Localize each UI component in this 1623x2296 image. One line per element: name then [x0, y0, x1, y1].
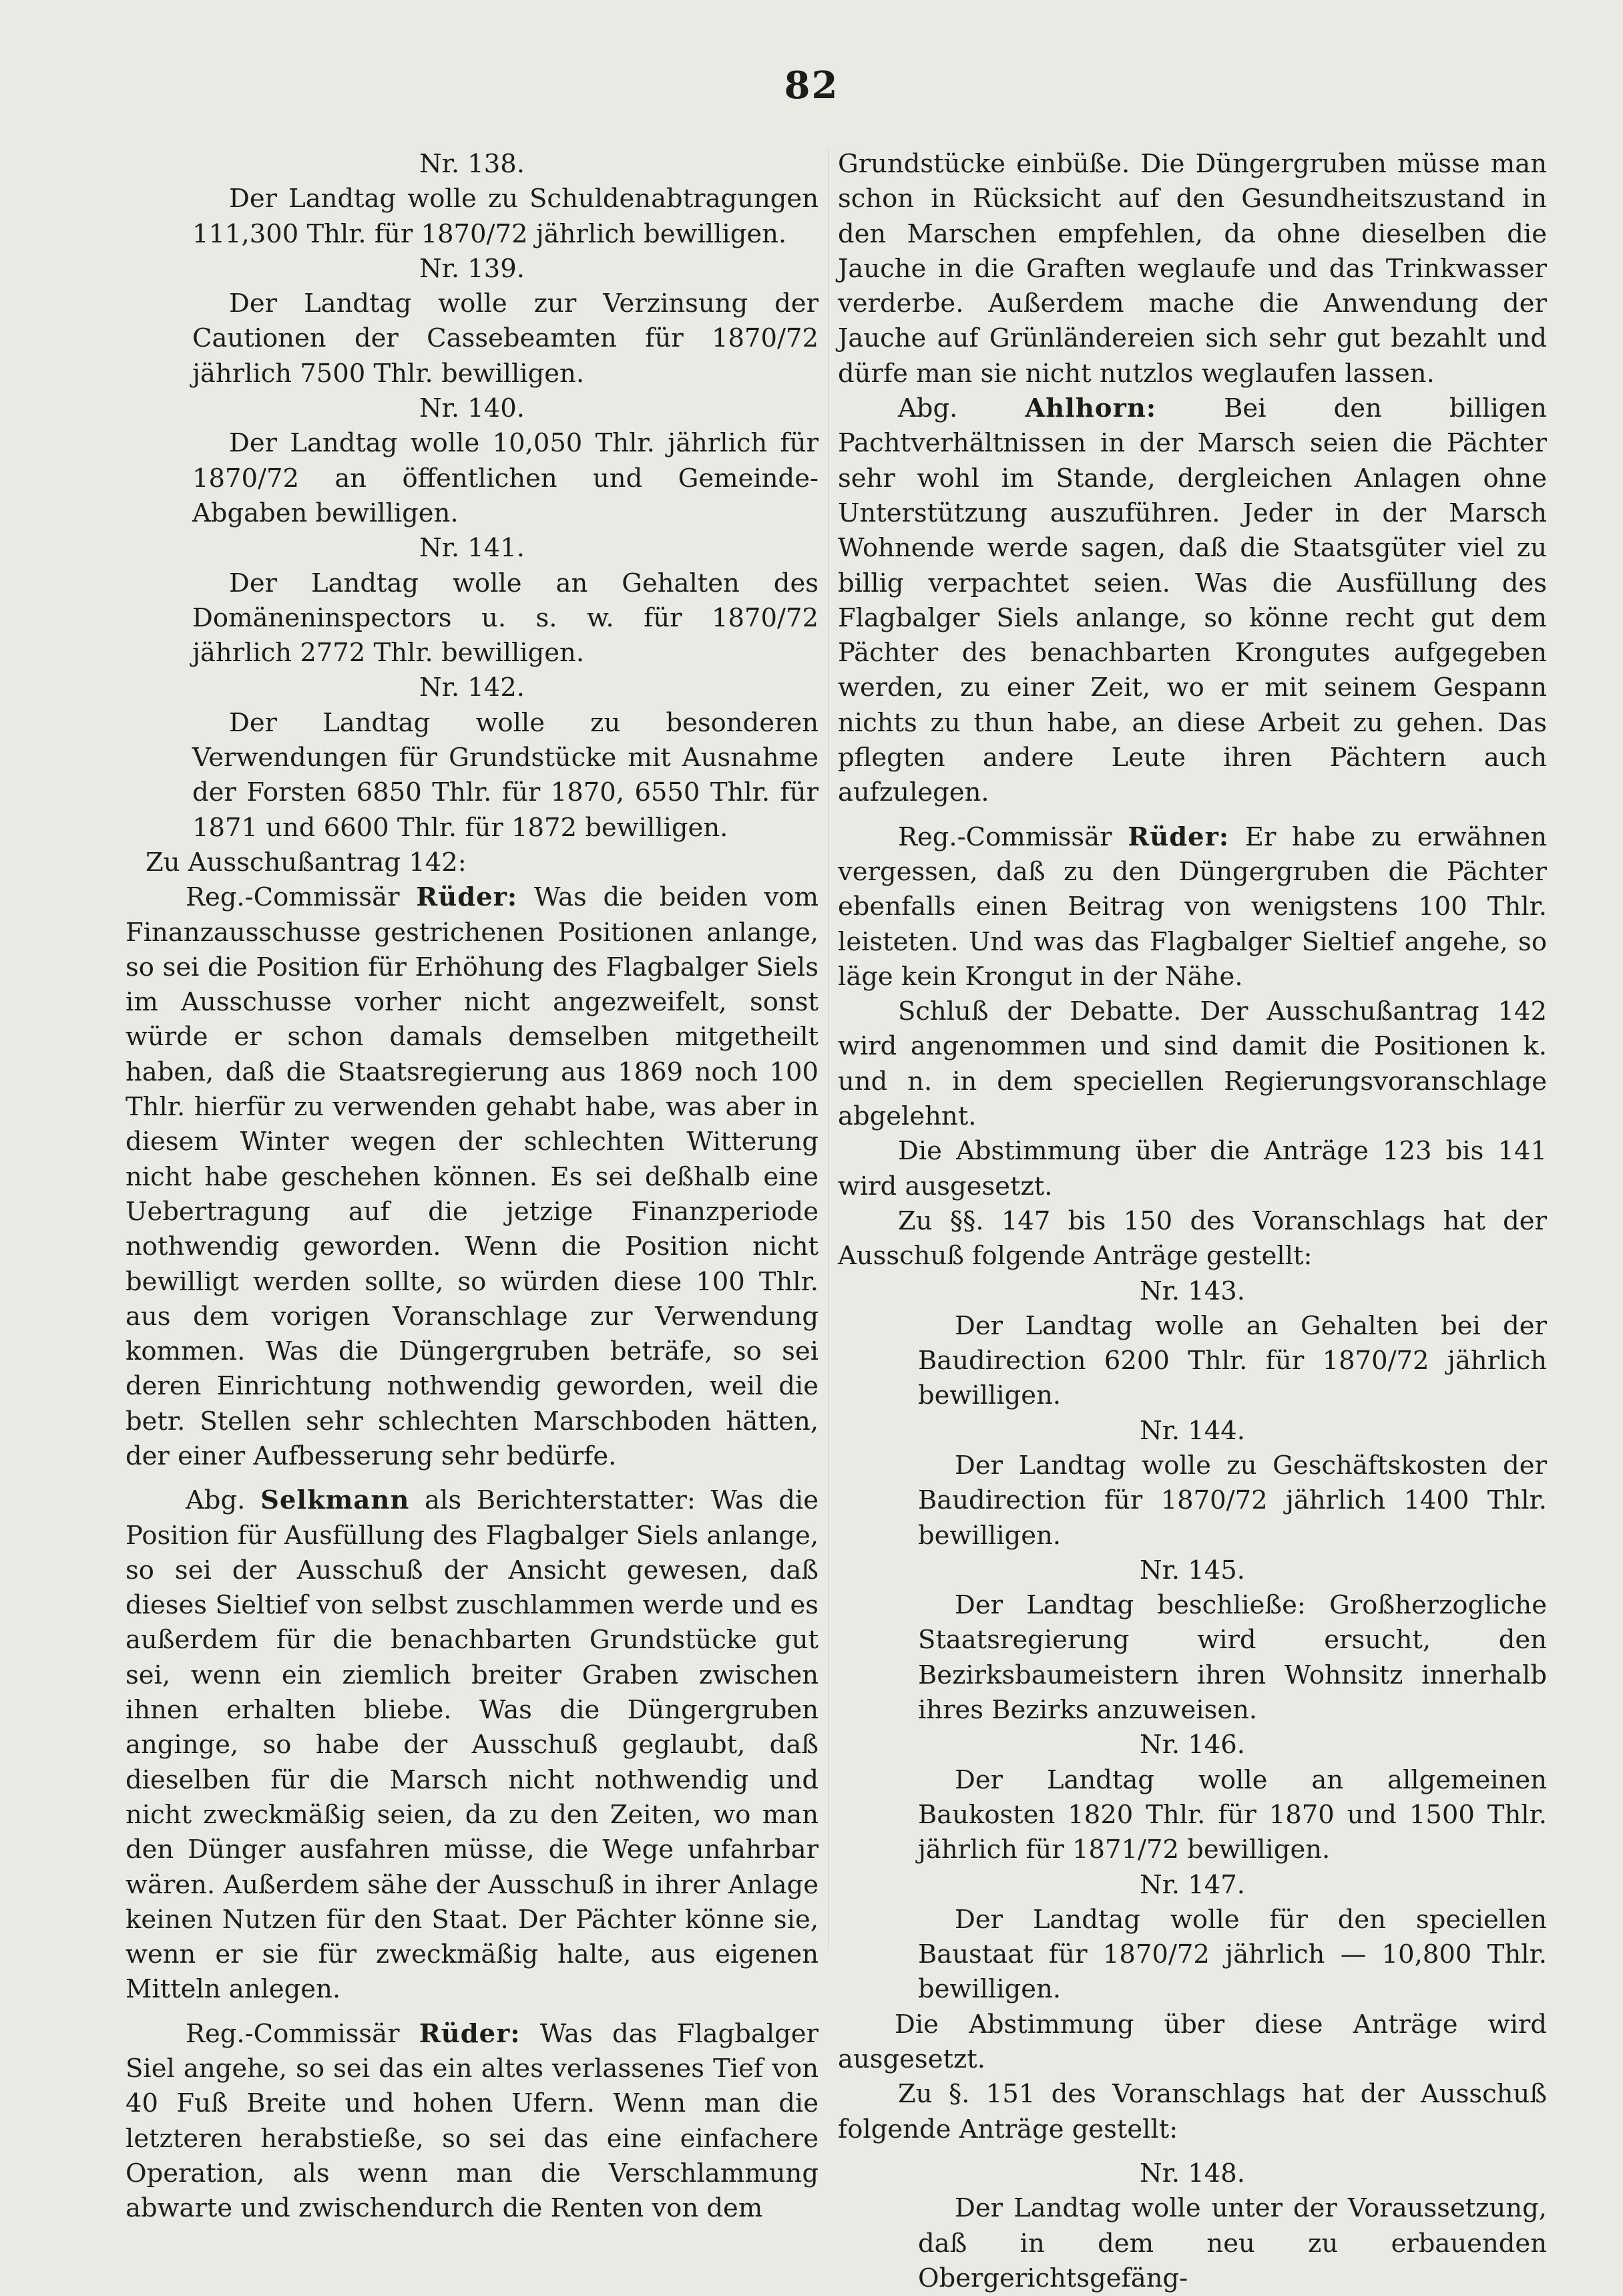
speech-text: Er habe zu erwähnen vergessen, daß zu den Düngergruben die Pächter ebenfalls einen Beitrag von wenigstens 100 Thlr. leisteten. Und was das Flagbalger Sieltief angehe, so läge kein Krongut in der Nähe.	[838, 821, 1548, 992]
motion-142-text: Der Landtag wolle zu besonderen Verwendungen für Grundstücke mit Ausnahme der Forsten 6850 Thlr. für 1870, 6550 Thlr. für 1871 und 6600 Thlr. für 1872 bewilligen.	[192, 707, 819, 843]
speaker-role: Abg.	[186, 1485, 246, 1516]
left-column	[126, 147, 819, 2227]
speech-rueder-2-continued: Grundstücke einbüße. Die Düngergruben müsse man schon in Rücksicht auf den Gesundheitszustand in den Marschen empfehlen, da ohne dieselben die Jauche in die Graften weglaufe und das Trinkwasser verderbe. Außerdem mache die Anwendung der Jauche auf Grünländereien sich sehr gut bezahlt und dürfe man sie nicht nutzlos weglaufen lassen.	[838, 149, 1547, 389]
speech-text: Was die beiden vom Finanzausschusse gestrichenen Positionen anlange, so sei die Position für Erhöhung des Flagbalger Siels im Ausschusse vorher nicht angezweifelt, sonst würde er schon damals demselben mitgetheilt haben, daß die Staatsregierung aus 1869 noch 100 Thlr. hierfür zu verwenden gehabt habe, was aber in diesem Winter wegen der schlechten Witterung nicht habe geschehen können. Es sei deßhalb eine Uebertragung auf die jetzige Finanzperiode nothwendig geworden. Wenn die Position nicht bewilligt werden sollte, so würden diese 100 Thlr. aus dem vorigen Voranschlage zur Verwendung kommen. Was die Düngergruben beträfe, so sei deren Einrichtung nothwendig geworden, weil die betr. Stellen sehr schlechten Marschboden hätten, der einer Aufbesserung sehr bedürfe.	[126, 882, 819, 1471]
motion-145-text: Der Landtag beschließe: Großherzogliche Staatsregierung wird ersucht, den Bezirksbaumeistern ihren Wohnsitz innerhalb ihres Bezirks anzuweisen.	[918, 1590, 1547, 1726]
motion-143-heading: Nr. 143.	[1139, 1276, 1246, 1306]
speech-selkmann	[126, 1483, 819, 2007]
motion-138-text: Der Landtag wolle zu Schuldenabtragungen 111,300 Thlr. für 1870/72 jährlich bewilligen.	[192, 184, 819, 249]
speech-rueder-3	[838, 820, 1547, 994]
committee-motion-142-label: Zu Ausschußantrag 142:	[146, 847, 467, 878]
motion-145-heading: Nr. 145.	[1139, 1555, 1246, 1585]
motion-144-text: Der Landtag wolle zu Geschäftskosten der Baudirection für 1870/72 jährlich 1400 Thlr. bewilligen.	[918, 1450, 1547, 1551]
motion-140-text: Der Landtag wolle 10,050 Thlr. jährlich für 1870/72 an öffentlichen und Gemeinde-Abgaben bewilligen.	[192, 428, 819, 528]
motion-142-heading: Nr. 142.	[419, 673, 525, 703]
motion-141-heading: Nr. 141.	[419, 533, 525, 564]
speech-ahlhorn	[838, 391, 1547, 811]
vote-postponed-123-141: Die Abstimmung über die Anträge 123 bis 141 wird ausgesetzt.	[838, 1136, 1547, 1201]
speaker-role: Abg.	[898, 393, 958, 424]
motion-148-heading: Nr. 148.	[1139, 2158, 1246, 2188]
motion-139-text: Der Landtag wolle zur Verzinsung der Cautionen der Cassebeamten für 1870/72 jährlich 7500 Thlr. bewilligen.	[192, 289, 819, 389]
motion-146-text: Der Landtag wolle an allgemeinen Baukosten 1820 Thlr. für 1870 und 1500 Thlr. jährlich für 1871/72 bewilligen.	[918, 1764, 1547, 1865]
page-number: 82	[784, 63, 839, 108]
column-divider	[828, 147, 829, 1950]
motion-146-heading: Nr. 146.	[1139, 1730, 1246, 1760]
speaker-name: Rüder:	[416, 882, 518, 913]
committee-motions-147-150: Zu §§. 147 bis 150 des Voranschlags hat der Ausschuß folgende Anträge gestellt:	[838, 1205, 1547, 1272]
speaker-role: Reg.-Commissär	[186, 2018, 400, 2049]
speech-text: Bei den billigen Pachtverhältnissen in der Marsch seien die Pächter sehr wohl im Stande, dergleichen Anlagen ohne Unterstützung auszuführen. Jeder in der Marsch Wohnende werde sagen, daß die Staatsgüter viel zu billig verpachtet seien. Was die Ausfüllung des Flagbalger Siels anlange, so könne recht gut dem Pächter des benachbarten Krongutes aufgegeben werden, zu einer Zeit, wo er mit seinem Gespann nichts zu thun habe, an diese Arbeit zu gehen. Das pflegten andere Leute ihren Pächtern auch aufzulegen.	[838, 393, 1547, 808]
speaker-name: Ahlhorn:	[1025, 393, 1157, 424]
speech-text: Was das Flagbalger Siel angehe, so sei das ein altes verlassenes Tief von 40 Fuß Breite und hohen Ufern. Wenn man die letzteren herabstieße, so sei das eine einfachere Operation, als wenn man die Verschlammung abwarte und zwischendurch die Renten von dem	[126, 2018, 819, 2224]
speaker-role: Reg.-Commissär	[898, 821, 1112, 852]
speaker-name: Rüder:	[1128, 821, 1230, 852]
speech-rueder-1	[126, 880, 819, 1474]
speaker-name: Rüder:	[419, 2018, 521, 2049]
motion-141-text: Der Landtag wolle an Gehalten des Domäneninspectors u. s. w. für 1870/72 jährlich 2772 Thlr. bewilligen.	[192, 568, 819, 668]
motion-139-heading: Nr. 139.	[419, 253, 525, 284]
motion-148-text: Der Landtag wolle unter der Voraussetzung, daß in dem neu zu erbauenden Obergerichtsgefäng-	[918, 2193, 1547, 2293]
committee-motions-151: Zu §. 151 des Voranschlags hat der Ausschuß folgende Anträge gestellt:	[838, 2079, 1547, 2144]
right-column	[838, 147, 1547, 2296]
speaker-role: Reg.-Commissär	[186, 882, 400, 913]
motion-147-text: Der Landtag wolle für den speciellen Baustaat für 1870/72 jährlich — 10,800 Thlr. bewilligen.	[918, 1904, 1547, 2005]
speech-text: als Berichterstatter: Was die Position für Ausfüllung des Flagbalger Siels anlange, so sei der Ausschuß der Ansicht gewesen, daß dieses Sieltief von selbst zuschlammen werde und es außerdem für die benachbarten Grundstücke gut sei, wenn ein ziemlich breiter Graben zwischen ihnen erhalten bliebe. Was die Düngergruben anginge, so habe der Ausschuß geglaubt, daß dieselben für die Marsch nicht nothwendig und nicht zweckmäßig seien, da zu den Zeiten, wo man den Dünger ausfahren müsse, die Wege unfahrbar wären. Außerdem sähe der Ausschuß in ihrer Anlage keinen Nutzen für den Staat. Der Pächter könne sie, wenn er sie für zweckmäßig halte, aus eigenen Mitteln anlegen.	[126, 1485, 819, 2005]
speech-rueder-2	[126, 2017, 819, 2227]
vote-postponed-143-147: Die Abstimmung über diese Anträge wird ausgesetzt.	[838, 2009, 1547, 2075]
motion-144-heading: Nr. 144.	[1139, 1415, 1246, 1446]
motion-143-text: Der Landtag wolle an Gehalten bei der Baudirection 6200 Thlr. für 1870/72 jährlich bewilligen.	[918, 1310, 1547, 1411]
motion-147-heading: Nr. 147.	[1139, 1869, 1246, 1900]
debate-closing: Schluß der Debatte. Der Ausschußantrag 142 wird angenommen und sind damit die Positionen k. und n. in dem speciellen Regierungsvoranschlage abgelehnt.	[838, 996, 1547, 1132]
speaker-name: Selkmann	[260, 1485, 410, 1516]
motion-140-heading: Nr. 140.	[419, 393, 525, 424]
motion-138-heading: Nr. 138.	[419, 149, 525, 179]
